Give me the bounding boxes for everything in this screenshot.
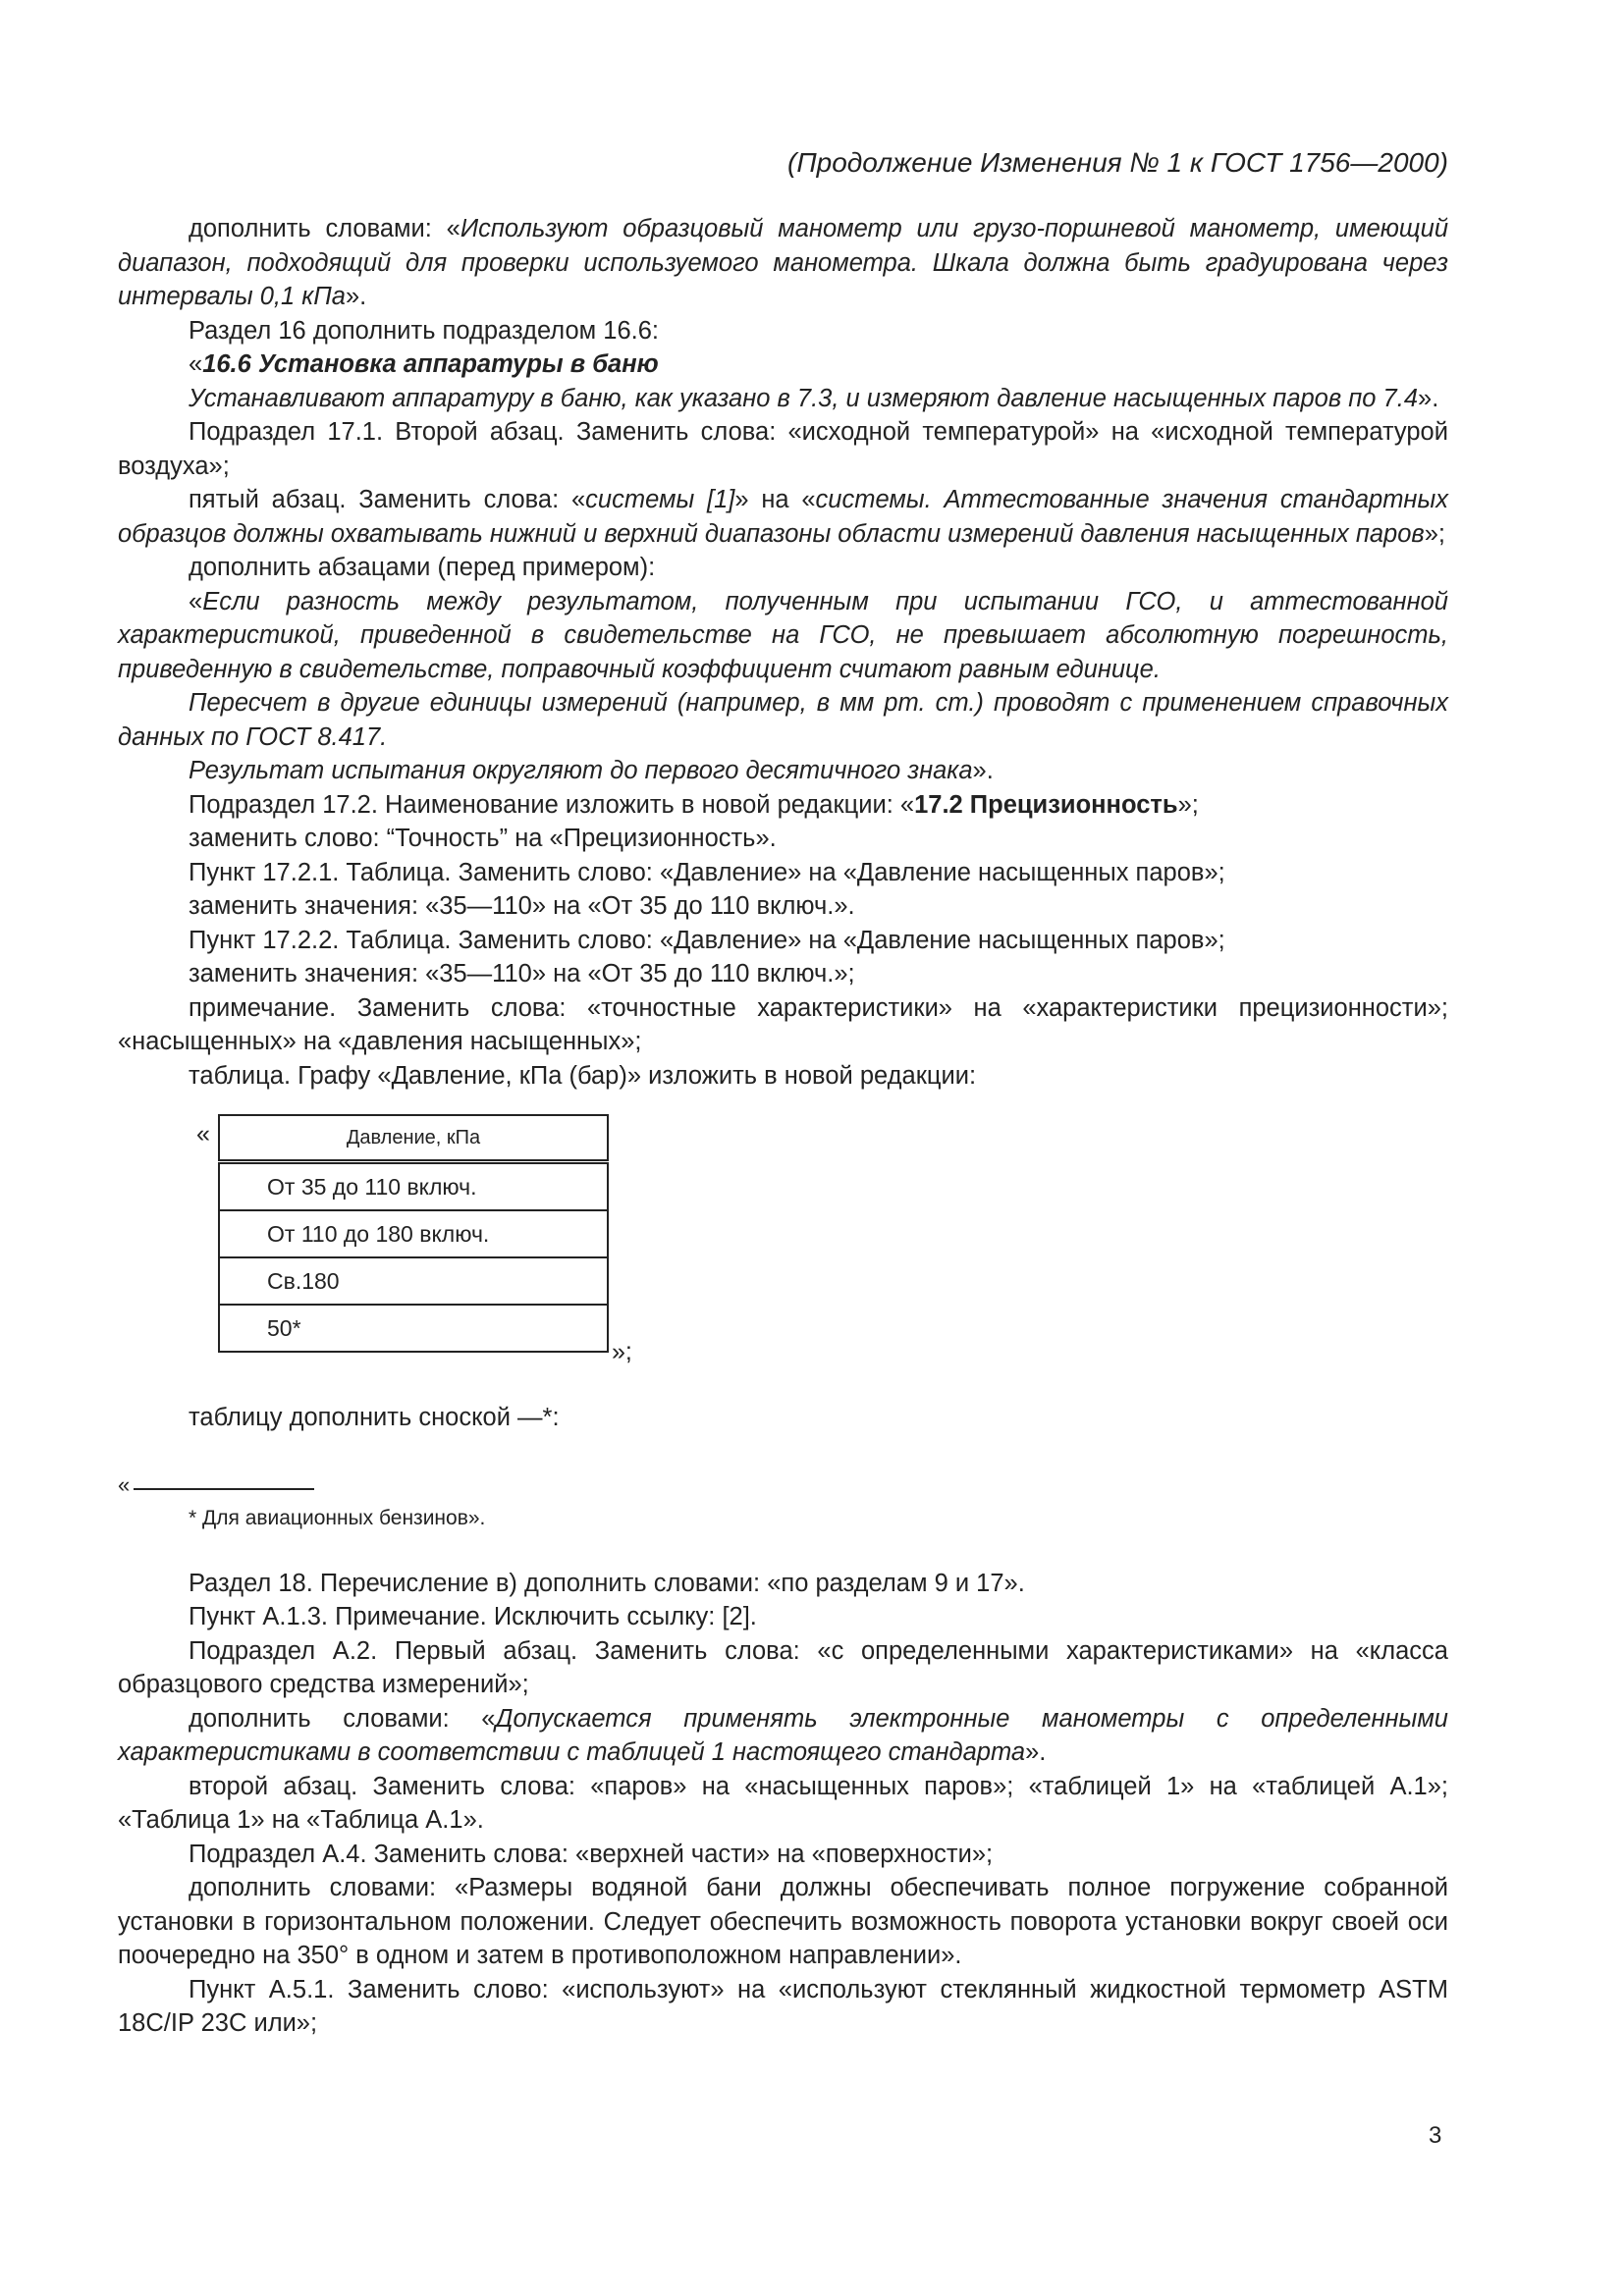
paragraph: Результат испытания округляют до первого десятичного знака».	[189, 757, 994, 784]
paragraph: Раздел 18. Перечисление в) дополнить словами: «по разделам 9 и 17».	[189, 1569, 1025, 1597]
pressure-table	[218, 1114, 609, 1353]
paragraph: Пункт А.5.1. Заменить слово: «используют» на «используют стеклянный жидкостной термометр ASTM 18C/IP 23C или»;	[118, 1975, 1448, 2037]
table-cell: Св.180	[219, 1257, 608, 1305]
paragraph: заменить слово: “Точность” на «Прецизионность».	[189, 825, 777, 852]
paragraph: дополнить словами: «Допускается применять электронные манометры с определенными характеристиками в соответствии с таблицей 1 настоящего стандарта».	[118, 1704, 1448, 1766]
paragraph: дополнить абзацами (перед примером):	[189, 554, 656, 581]
paragraph: Пункт 17.2.1. Таблица. Заменить слово: «Давление» на «Давление насыщенных паров»;	[189, 858, 1225, 886]
paragraph: Раздел 16 дополнить подразделом 16.6:	[189, 316, 659, 345]
pressure-table-block	[118, 1114, 1448, 1389]
table-header-cell: Давление, кПа	[219, 1115, 608, 1162]
paragraph: Подраздел 17.1. Второй абзац. Заменить слова: «исходной температурой» на «исходной температурой воздуха»;	[118, 418, 1448, 480]
table-cell: 50*	[219, 1305, 608, 1352]
paragraph: дополнить словами: «Размеры водяной бани должны обеспечивать полное погружение собранной установки в горизонтальном положении. Следует обеспечить возможность поворота установки вокруг своей оси поочередно на 350° в одном и затем в противоположном направлении».	[118, 1874, 1448, 1969]
footnote-text: * Для авиационных бензинов».	[189, 1506, 486, 1529]
paragraph: примечание. Заменить слова: «точностные характеристики» на «характеристики прецизионности»; «насыщенных» на «давления насыщенных»;	[118, 993, 1448, 1055]
paragraph: заменить значения: «35—110» на «От 35 до 110 включ.»;	[189, 960, 855, 988]
paragraph: таблица. Графу «Давление, кПа (бар)» изложить в новой редакции:	[189, 1061, 977, 1090]
page-number: 3	[1429, 2122, 1442, 2149]
paragraph: Подраздел А.4. Заменить слова: «верхней части» на «поверхности»;	[189, 1840, 994, 1868]
paragraph: Пункт А.1.3. Примечание. Исключить ссылку: [2].	[189, 1603, 757, 1630]
table-cell: От 35 до 110 включ.	[219, 1162, 608, 1211]
paragraph: «16.6 Установка аппаратуры в баню	[189, 350, 659, 378]
table-cell: От 110 до 180 включ.	[219, 1210, 608, 1257]
paragraph: заменить значения: «35—110» на «От 35 до 110 включ.».	[189, 892, 855, 920]
open-quote: «	[196, 1120, 210, 1148]
paragraph: Устанавливают аппаратуру в баню, как указано в 7.3, и измеряют давление насыщенных паров по 7.4».	[189, 384, 1439, 412]
paragraph: дополнить словами: «Используют образцовый манометр или грузо-поршневой манометр, имеющий диапазон, подходящий для проверки используемого манометра. Шкала должна быть градуирована через интервалы 0,1 кПа».	[118, 215, 1448, 310]
paragraph: второй абзац. Заменить слова: «паров» на «насыщенных паров»; «таблицей 1» на «таблицей А.1»; «Таблица 1» на «Таблица А.1».	[118, 1772, 1448, 1834]
close-quote: »;	[612, 1338, 632, 1365]
paragraph: «Если разность между результатом, полученным при испытании ГСО, и аттестованной характеристикой, приведенной в свидетельстве на ГСО, не превышает абсолютную погрешность, приведенную в свидетельстве, поправочный коэффициент считают равным единице.	[118, 587, 1448, 683]
paragraph: Подраздел А.2. Первый абзац. Заменить слова: «с определенными характеристиками» на «класса образцового средства измерений»;	[118, 1636, 1448, 1698]
paragraph: пятый абзац. Заменить слова: «системы [1]» на «системы. Аттестованные значения стандартных образцов должны охватывать нижний и верхний диапазоны области измерений давления насыщенных паров»;	[118, 486, 1448, 548]
page-header: (Продолжение Изменения № 1 к ГОСТ 1756—2000)	[787, 147, 1448, 178]
document-page	[118, 147, 1448, 2041]
footnote-open-quote: «	[118, 1471, 131, 1497]
subsection-title: 16.6 Установка аппаратуры в баню	[202, 350, 659, 378]
paragraph: Пункт 17.2.2. Таблица. Заменить слово: «Давление» на «Давление насыщенных паров»;	[189, 926, 1225, 954]
footnote-separator	[118, 1470, 1448, 1504]
paragraph: Подраздел 17.2. Наименование изложить в новой редакции: «17.2 Прецизионность»;	[189, 790, 1199, 819]
paragraph: таблицу дополнить сноской —*:	[189, 1404, 560, 1431]
paragraph: Пересчет в другие единицы измерений (например, в мм рт. ст.) проводят с применением справочных данных по ГОСТ 8.417.	[118, 689, 1448, 751]
footnote-rule	[134, 1488, 314, 1490]
